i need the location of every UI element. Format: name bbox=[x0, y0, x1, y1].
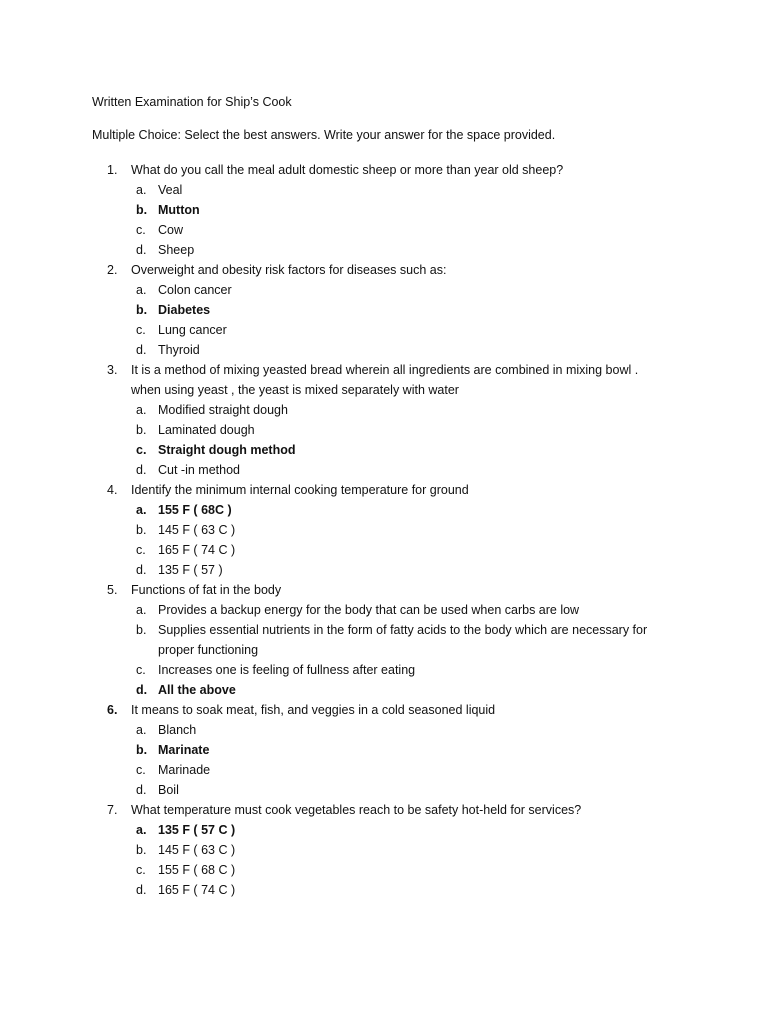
question-item bbox=[0, 800, 768, 900]
answer-choice bbox=[0, 680, 768, 700]
answer-choice bbox=[0, 660, 768, 680]
question-text: It is a method of mixing yeasted bread wherein all ingredients are combined in mixing bowl . when using yeast , the yeast is mixed separately with water bbox=[131, 363, 639, 397]
choice-letter: a. bbox=[136, 403, 147, 417]
choice-text: Straight dough method bbox=[158, 443, 296, 457]
answer-choice bbox=[0, 520, 768, 540]
answer-choice bbox=[0, 320, 768, 340]
answer-choice bbox=[0, 220, 768, 240]
answer-choice bbox=[0, 740, 768, 760]
choice-text: Increases one is feeling of fullness after eating bbox=[158, 663, 416, 677]
choice-letter: b. bbox=[136, 743, 148, 757]
answer-choice bbox=[0, 780, 768, 800]
choice-text: 135 F ( 57 C ) bbox=[158, 823, 236, 837]
question-text: Functions of fat in the body bbox=[131, 583, 282, 597]
question-item bbox=[0, 700, 768, 800]
choice-letter: d. bbox=[136, 243, 147, 257]
answer-choice bbox=[0, 440, 768, 460]
choice-letter: c. bbox=[136, 663, 146, 677]
answer-choice bbox=[0, 540, 768, 560]
choice-text: Supplies essential nutrients in the form of fatty acids to the body which are necessary for proper functioning bbox=[158, 623, 648, 657]
choice-letter: d. bbox=[136, 563, 147, 577]
answer-choice bbox=[0, 180, 768, 200]
choice-letter: d. bbox=[136, 343, 147, 357]
answer-choice bbox=[0, 880, 768, 900]
answer-choice bbox=[0, 560, 768, 580]
question-text: What temperature must cook vegetables reach to be safety hot-held for services? bbox=[131, 803, 582, 817]
answer-choice bbox=[0, 300, 768, 320]
choice-letter: d. bbox=[136, 683, 148, 697]
choice-letter: d. bbox=[136, 783, 147, 797]
choice-letter: a. bbox=[136, 603, 147, 617]
choice-text: Marinate bbox=[158, 743, 210, 757]
answer-choice bbox=[0, 820, 768, 840]
answer-choice bbox=[0, 620, 768, 660]
answer-choice bbox=[0, 720, 768, 740]
question-line bbox=[0, 800, 768, 820]
choice-letter: c. bbox=[136, 323, 146, 337]
choice-text: Mutton bbox=[158, 203, 200, 217]
choice-letter: c. bbox=[136, 543, 146, 557]
answer-choice bbox=[0, 340, 768, 360]
question-item bbox=[0, 260, 768, 360]
choice-text: Diabetes bbox=[158, 303, 211, 317]
question-text: It means to soak meat, fish, and veggies in a cold seasoned liquid bbox=[131, 703, 496, 717]
choice-text: Colon cancer bbox=[158, 283, 232, 297]
choice-text: Cow bbox=[158, 223, 184, 237]
choice-text: Sheep bbox=[158, 243, 195, 257]
choice-letter: d. bbox=[136, 463, 147, 477]
question-item bbox=[0, 580, 768, 700]
choice-text: 165 F ( 74 C ) bbox=[158, 883, 236, 897]
answer-choice bbox=[0, 280, 768, 300]
question-text: What do you call the meal adult domestic sheep or more than year old sheep? bbox=[131, 163, 564, 177]
answer-choice bbox=[0, 600, 768, 620]
choice-letter: b. bbox=[136, 843, 147, 857]
choice-letter: a. bbox=[136, 503, 147, 517]
choice-letter: b. bbox=[136, 523, 147, 537]
question-line bbox=[0, 160, 768, 180]
choice-text: Modified straight dough bbox=[158, 403, 288, 417]
question-line bbox=[0, 580, 768, 600]
question-number: 1. bbox=[107, 163, 118, 177]
choice-text: Laminated dough bbox=[158, 423, 255, 437]
choice-text: Thyroid bbox=[158, 343, 200, 357]
choice-letter: c. bbox=[136, 443, 147, 457]
answer-choice bbox=[0, 240, 768, 260]
choice-letter: c. bbox=[136, 223, 146, 237]
answer-choice bbox=[0, 500, 768, 520]
question-text: Overweight and obesity risk factors for diseases such as: bbox=[131, 263, 447, 277]
question-line bbox=[0, 260, 768, 280]
choice-text: 135 F ( 57 ) bbox=[158, 563, 223, 577]
choice-text: 155 F ( 68C ) bbox=[158, 503, 232, 517]
question-line bbox=[0, 480, 768, 500]
question-item bbox=[0, 360, 768, 480]
question-line bbox=[0, 360, 768, 400]
choice-text: Provides a backup energy for the body that can be used when carbs are low bbox=[158, 603, 580, 617]
choice-letter: c. bbox=[136, 863, 146, 877]
choice-letter: c. bbox=[136, 763, 146, 777]
question-number: 4. bbox=[107, 483, 118, 497]
choice-letter: b. bbox=[136, 303, 148, 317]
choice-text: 145 F ( 63 C ) bbox=[158, 523, 236, 537]
choice-text: Boil bbox=[158, 783, 179, 797]
choice-text: 155 F ( 68 C ) bbox=[158, 863, 236, 877]
choice-text: Marinade bbox=[158, 763, 211, 777]
choice-text: Blanch bbox=[158, 723, 197, 737]
choice-letter: b. bbox=[136, 203, 148, 217]
choice-text: Lung cancer bbox=[158, 323, 227, 337]
choice-text: Cut -in method bbox=[158, 463, 240, 477]
question-number: 6. bbox=[107, 703, 118, 717]
answer-choice bbox=[0, 200, 768, 220]
choice-letter: a. bbox=[136, 283, 147, 297]
question-line bbox=[0, 700, 768, 720]
question-number: 5. bbox=[107, 583, 118, 597]
choice-text: Veal bbox=[158, 183, 183, 197]
answer-choice bbox=[0, 760, 768, 780]
question-list bbox=[0, 160, 768, 900]
choice-text: All the above bbox=[158, 683, 236, 697]
choice-letter: a. bbox=[136, 723, 147, 737]
choice-letter: b. bbox=[136, 623, 147, 637]
document-instructions: Multiple Choice: Select the best answers. Write your answer for the space provided. bbox=[92, 128, 556, 142]
question-number: 2. bbox=[107, 263, 118, 277]
choice-text: 165 F ( 74 C ) bbox=[158, 543, 236, 557]
choice-text: 145 F ( 63 C ) bbox=[158, 843, 236, 857]
answer-choice bbox=[0, 860, 768, 880]
choice-letter: a. bbox=[136, 183, 147, 197]
answer-choice bbox=[0, 840, 768, 860]
answer-choice bbox=[0, 460, 768, 480]
question-item bbox=[0, 480, 768, 580]
answer-choice bbox=[0, 400, 768, 420]
question-item bbox=[0, 160, 768, 260]
choice-letter: b. bbox=[136, 423, 147, 437]
document-title: Written Examination for Ship’s Cook bbox=[92, 95, 292, 109]
choice-letter: a. bbox=[136, 823, 147, 837]
question-number: 7. bbox=[107, 803, 118, 817]
choice-letter: d. bbox=[136, 883, 147, 897]
question-text: Identify the minimum internal cooking temperature for ground bbox=[131, 483, 469, 497]
question-number: 3. bbox=[107, 363, 118, 377]
answer-choice bbox=[0, 420, 768, 440]
